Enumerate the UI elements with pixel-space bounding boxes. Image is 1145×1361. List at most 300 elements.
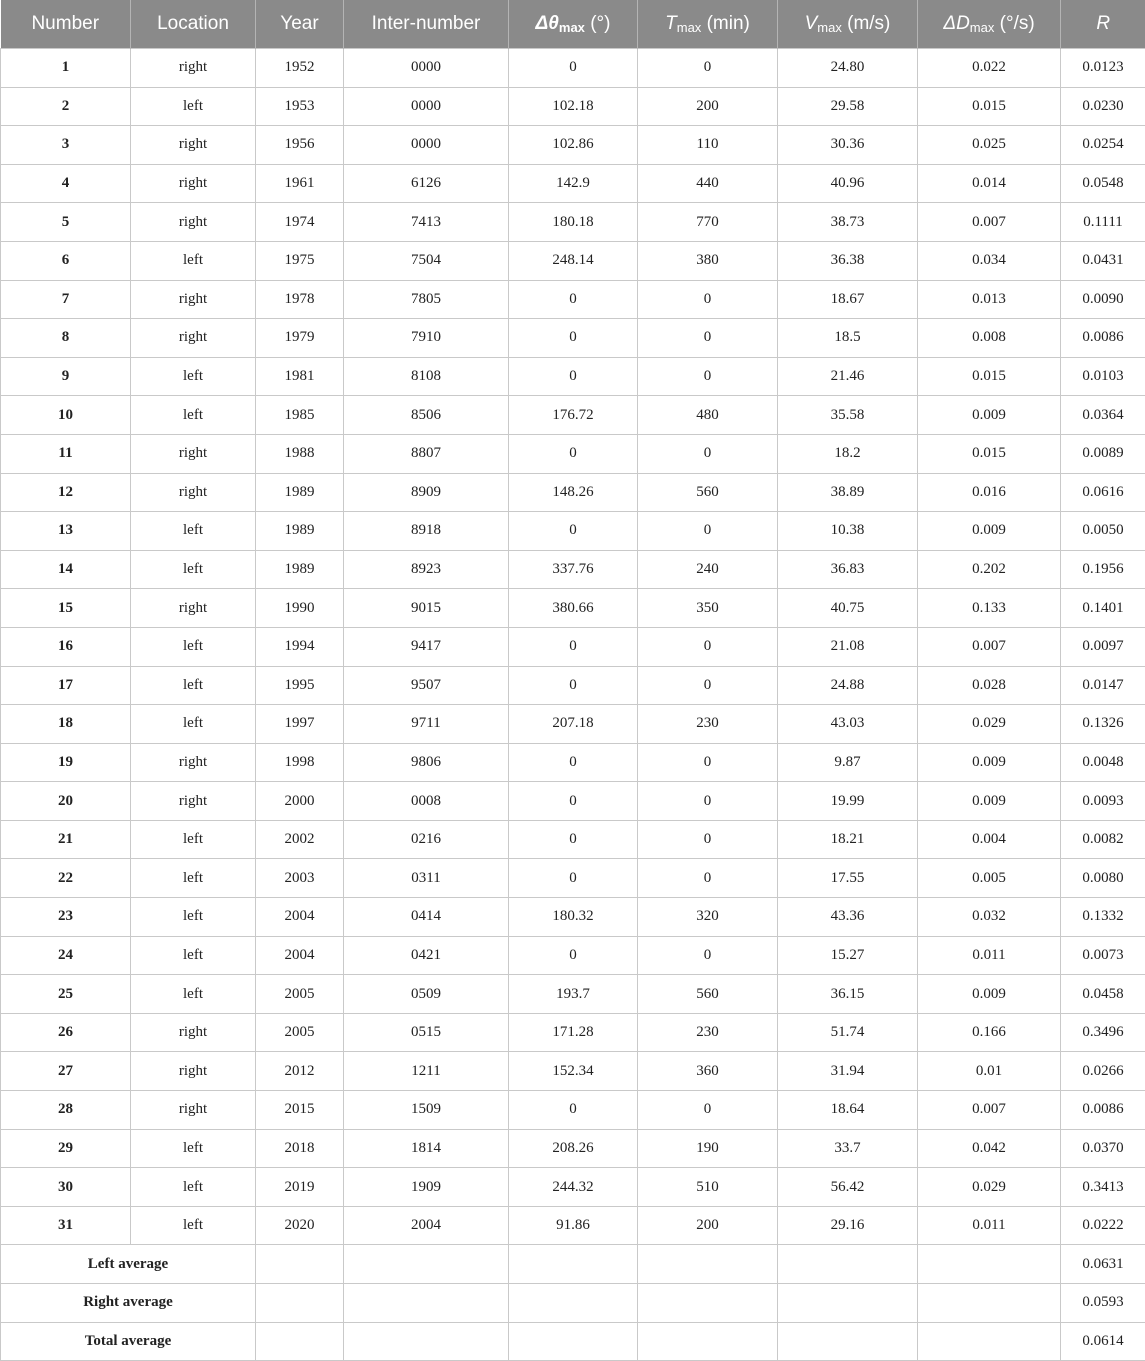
cell-delta-theta-max: 180.32	[509, 898, 638, 937]
cell-v-max: 43.36	[778, 898, 918, 937]
cell-r: 0.0050	[1061, 512, 1145, 551]
empty-cell	[509, 1322, 638, 1361]
cell-inter-number: 0008	[344, 782, 509, 821]
cell-v-max: 18.5	[778, 319, 918, 358]
cell-year: 2004	[256, 936, 344, 975]
cell-delta-theta-max: 193.7	[509, 975, 638, 1014]
cell-delta-d-max: 0.005	[918, 859, 1061, 898]
cell-delta-theta-max: 0	[509, 280, 638, 319]
cell-t-max: 560	[638, 975, 778, 1014]
table-row	[1, 1052, 1145, 1091]
cell-v-max: 18.2	[778, 434, 918, 473]
average-label: Right average	[1, 1284, 256, 1323]
cell-number: 6	[1, 241, 131, 280]
table-row	[1, 126, 1145, 165]
cell-location: left	[131, 705, 256, 744]
table-row	[1, 319, 1145, 358]
cell-inter-number: 7504	[344, 241, 509, 280]
cell-v-max: 15.27	[778, 936, 918, 975]
cell-inter-number: 8807	[344, 434, 509, 473]
cell-number: 29	[1, 1129, 131, 1168]
cell-number: 3	[1, 126, 131, 165]
cell-delta-d-max: 0.007	[918, 627, 1061, 666]
cell-delta-d-max: 0.015	[918, 87, 1061, 126]
cell-delta-theta-max: 102.86	[509, 126, 638, 165]
average-row	[1, 1284, 1145, 1323]
cell-number: 10	[1, 396, 131, 435]
header-inter-number: Inter-number	[344, 0, 509, 49]
cell-t-max: 0	[638, 820, 778, 859]
cell-t-max: 190	[638, 1129, 778, 1168]
cell-location: left	[131, 241, 256, 280]
cell-inter-number: 6126	[344, 164, 509, 203]
cell-v-max: 40.75	[778, 589, 918, 628]
cell-r: 0.0147	[1061, 666, 1145, 705]
empty-cell	[638, 1284, 778, 1323]
cell-v-max: 18.21	[778, 820, 918, 859]
cell-number: 28	[1, 1091, 131, 1130]
cell-v-max: 29.16	[778, 1206, 918, 1245]
header-v-max: $V_{max}$ (m/s)	[778, 0, 918, 49]
cell-location: right	[131, 49, 256, 88]
average-row	[1, 1245, 1145, 1284]
table-row	[1, 87, 1145, 126]
cell-v-max: 31.94	[778, 1052, 918, 1091]
cell-delta-theta-max: 0	[509, 820, 638, 859]
cell-v-max: 24.80	[778, 49, 918, 88]
cell-inter-number: 9806	[344, 743, 509, 782]
cell-delta-d-max: 0.022	[918, 49, 1061, 88]
cell-year: 2004	[256, 898, 344, 937]
cell-location: left	[131, 1206, 256, 1245]
cell-year: 2019	[256, 1168, 344, 1207]
cell-inter-number: 8506	[344, 396, 509, 435]
table-row	[1, 241, 1145, 280]
cell-location: left	[131, 550, 256, 589]
cell-inter-number: 0311	[344, 859, 509, 898]
cell-delta-theta-max: 0	[509, 859, 638, 898]
cell-delta-theta-max: 0	[509, 936, 638, 975]
cell-t-max: 0	[638, 512, 778, 551]
cell-year: 2020	[256, 1206, 344, 1245]
cell-t-max: 200	[638, 87, 778, 126]
cell-t-max: 0	[638, 319, 778, 358]
cell-t-max: 200	[638, 1206, 778, 1245]
cell-t-max: 320	[638, 898, 778, 937]
cell-delta-d-max: 0.009	[918, 782, 1061, 821]
cell-t-max: 240	[638, 550, 778, 589]
cell-delta-theta-max: 244.32	[509, 1168, 638, 1207]
cell-year: 2005	[256, 975, 344, 1014]
cell-v-max: 29.58	[778, 87, 918, 126]
table-body	[1, 49, 1145, 1361]
table-row	[1, 203, 1145, 242]
cell-year: 1990	[256, 589, 344, 628]
cell-number: 14	[1, 550, 131, 589]
cell-r: 0.0123	[1061, 49, 1145, 88]
cell-location: right	[131, 434, 256, 473]
cell-delta-theta-max: 208.26	[509, 1129, 638, 1168]
table-row	[1, 1091, 1145, 1130]
cell-r: 0.1401	[1061, 589, 1145, 628]
cell-number: 24	[1, 936, 131, 975]
cell-r: 0.1956	[1061, 550, 1145, 589]
cell-delta-theta-max: 380.66	[509, 589, 638, 628]
empty-cell	[256, 1322, 344, 1361]
cell-delta-d-max: 0.029	[918, 705, 1061, 744]
cell-t-max: 0	[638, 743, 778, 782]
cell-delta-d-max: 0.007	[918, 1091, 1061, 1130]
cell-year: 1989	[256, 473, 344, 512]
cell-year: 1956	[256, 126, 344, 165]
cell-inter-number: 9711	[344, 705, 509, 744]
table-row	[1, 820, 1145, 859]
cell-number: 22	[1, 859, 131, 898]
cell-r: 0.0103	[1061, 357, 1145, 396]
cell-delta-d-max: 0.009	[918, 512, 1061, 551]
cell-year: 1994	[256, 627, 344, 666]
cell-inter-number: 9417	[344, 627, 509, 666]
cell-delta-theta-max: 0	[509, 49, 638, 88]
empty-cell	[256, 1245, 344, 1284]
cell-location: right	[131, 164, 256, 203]
cell-location: left	[131, 87, 256, 126]
table-row	[1, 1206, 1145, 1245]
cell-t-max: 0	[638, 434, 778, 473]
cell-inter-number: 9015	[344, 589, 509, 628]
cell-number: 8	[1, 319, 131, 358]
cell-year: 2003	[256, 859, 344, 898]
cell-inter-number: 9507	[344, 666, 509, 705]
cell-year: 1988	[256, 434, 344, 473]
cell-location: right	[131, 473, 256, 512]
header-t-max: $T_{max}$ (min)	[638, 0, 778, 49]
cell-r: 0.0089	[1061, 434, 1145, 473]
cell-inter-number: 0000	[344, 126, 509, 165]
table-row	[1, 627, 1145, 666]
cell-r: 0.0431	[1061, 241, 1145, 280]
cell-inter-number: 1814	[344, 1129, 509, 1168]
cell-v-max: 33.7	[778, 1129, 918, 1168]
cell-t-max: 0	[638, 627, 778, 666]
cell-t-max: 510	[638, 1168, 778, 1207]
cell-delta-d-max: 0.01	[918, 1052, 1061, 1091]
cell-inter-number: 8923	[344, 550, 509, 589]
cell-year: 1997	[256, 705, 344, 744]
cell-delta-theta-max: 0	[509, 512, 638, 551]
cell-inter-number: 2004	[344, 1206, 509, 1245]
cell-number: 31	[1, 1206, 131, 1245]
cell-delta-theta-max: 0	[509, 782, 638, 821]
average-label: Total average	[1, 1322, 256, 1361]
cell-v-max: 9.87	[778, 743, 918, 782]
cell-r: 0.0254	[1061, 126, 1145, 165]
cell-number: 11	[1, 434, 131, 473]
cell-location: right	[131, 589, 256, 628]
cell-r: 0.0548	[1061, 164, 1145, 203]
cell-r: 0.1326	[1061, 705, 1145, 744]
empty-cell	[778, 1284, 918, 1323]
cell-year: 1989	[256, 512, 344, 551]
table-row	[1, 473, 1145, 512]
cell-v-max: 51.74	[778, 1013, 918, 1052]
average-label: Left average	[1, 1245, 256, 1284]
cell-v-max: 38.89	[778, 473, 918, 512]
cell-v-max: 36.38	[778, 241, 918, 280]
cell-delta-d-max: 0.009	[918, 396, 1061, 435]
cell-r: 0.0093	[1061, 782, 1145, 821]
cell-r: 0.0222	[1061, 1206, 1145, 1245]
cell-delta-d-max: 0.016	[918, 473, 1061, 512]
cell-delta-theta-max: 0	[509, 434, 638, 473]
cell-year: 1995	[256, 666, 344, 705]
average-value: 0.0614	[1061, 1322, 1145, 1361]
cell-delta-d-max: 0.008	[918, 319, 1061, 358]
empty-cell	[344, 1245, 509, 1284]
cell-delta-d-max: 0.034	[918, 241, 1061, 280]
cell-number: 16	[1, 627, 131, 666]
empty-cell	[778, 1322, 918, 1361]
cell-v-max: 21.46	[778, 357, 918, 396]
cell-number: 18	[1, 705, 131, 744]
cell-t-max: 360	[638, 1052, 778, 1091]
cell-number: 5	[1, 203, 131, 242]
cell-delta-theta-max: 0	[509, 666, 638, 705]
cell-delta-d-max: 0.015	[918, 357, 1061, 396]
cell-inter-number: 7413	[344, 203, 509, 242]
cell-location: left	[131, 666, 256, 705]
cell-year: 1979	[256, 319, 344, 358]
cell-r: 0.0458	[1061, 975, 1145, 1014]
cell-number: 12	[1, 473, 131, 512]
cell-location: left	[131, 936, 256, 975]
empty-cell	[918, 1322, 1061, 1361]
cell-v-max: 40.96	[778, 164, 918, 203]
table-row	[1, 550, 1145, 589]
empty-cell	[778, 1245, 918, 1284]
cell-v-max: 43.03	[778, 705, 918, 744]
cell-t-max: 0	[638, 936, 778, 975]
cell-location: left	[131, 1168, 256, 1207]
cell-location: left	[131, 898, 256, 937]
header-row	[1, 0, 1145, 49]
empty-cell	[918, 1284, 1061, 1323]
header-r: R	[1061, 0, 1145, 49]
average-value: 0.0631	[1061, 1245, 1145, 1284]
cell-r: 0.0097	[1061, 627, 1145, 666]
cell-t-max: 110	[638, 126, 778, 165]
cell-v-max: 10.38	[778, 512, 918, 551]
table-row	[1, 666, 1145, 705]
cell-inter-number: 0421	[344, 936, 509, 975]
header-year: Year	[256, 0, 344, 49]
cell-delta-theta-max: 207.18	[509, 705, 638, 744]
table-row	[1, 1168, 1145, 1207]
cell-delta-theta-max: 0	[509, 319, 638, 358]
cell-v-max: 21.08	[778, 627, 918, 666]
cell-v-max: 36.83	[778, 550, 918, 589]
cell-delta-theta-max: 0	[509, 1091, 638, 1130]
cell-v-max: 56.42	[778, 1168, 918, 1207]
cell-t-max: 230	[638, 1013, 778, 1052]
cell-delta-d-max: 0.028	[918, 666, 1061, 705]
cell-delta-d-max: 0.011	[918, 1206, 1061, 1245]
cell-t-max: 0	[638, 357, 778, 396]
cell-number: 19	[1, 743, 131, 782]
empty-cell	[509, 1284, 638, 1323]
cell-location: left	[131, 396, 256, 435]
cell-location: right	[131, 782, 256, 821]
cell-year: 1974	[256, 203, 344, 242]
cell-t-max: 0	[638, 49, 778, 88]
cell-v-max: 30.36	[778, 126, 918, 165]
cell-delta-theta-max: 0	[509, 627, 638, 666]
cell-year: 1985	[256, 396, 344, 435]
cell-inter-number: 8909	[344, 473, 509, 512]
cell-delta-theta-max: 0	[509, 743, 638, 782]
cell-inter-number: 1909	[344, 1168, 509, 1207]
cell-r: 0.0086	[1061, 319, 1145, 358]
empty-cell	[344, 1322, 509, 1361]
table-row	[1, 396, 1145, 435]
cell-t-max: 230	[638, 705, 778, 744]
header-delta-d-max: $\Delta D_{max}$ (°/s)	[918, 0, 1061, 49]
cell-location: right	[131, 1091, 256, 1130]
cell-inter-number: 1211	[344, 1052, 509, 1091]
cell-delta-theta-max: 176.72	[509, 396, 638, 435]
cell-r: 0.0073	[1061, 936, 1145, 975]
cell-delta-theta-max: 102.18	[509, 87, 638, 126]
cell-t-max: 0	[638, 280, 778, 319]
cell-year: 1961	[256, 164, 344, 203]
cell-r: 0.0266	[1061, 1052, 1145, 1091]
table-row	[1, 164, 1145, 203]
cell-r: 0.0616	[1061, 473, 1145, 512]
cell-inter-number: 1509	[344, 1091, 509, 1130]
cell-year: 1952	[256, 49, 344, 88]
cell-r: 0.0082	[1061, 820, 1145, 859]
cell-location: right	[131, 1052, 256, 1091]
cell-delta-theta-max: 171.28	[509, 1013, 638, 1052]
cell-number: 7	[1, 280, 131, 319]
cell-location: left	[131, 859, 256, 898]
table-row	[1, 705, 1145, 744]
cell-v-max: 19.99	[778, 782, 918, 821]
cell-inter-number: 7805	[344, 280, 509, 319]
cell-inter-number: 8918	[344, 512, 509, 551]
cell-r: 0.0230	[1061, 87, 1145, 126]
cell-year: 1998	[256, 743, 344, 782]
cell-r: 0.0086	[1061, 1091, 1145, 1130]
cell-t-max: 350	[638, 589, 778, 628]
table-row	[1, 49, 1145, 88]
cell-year: 1978	[256, 280, 344, 319]
cell-delta-d-max: 0.133	[918, 589, 1061, 628]
cell-inter-number: 0515	[344, 1013, 509, 1052]
cell-t-max: 0	[638, 666, 778, 705]
cell-delta-theta-max: 91.86	[509, 1206, 638, 1245]
cell-location: right	[131, 280, 256, 319]
cell-t-max: 480	[638, 396, 778, 435]
table-row	[1, 859, 1145, 898]
cell-v-max: 18.64	[778, 1091, 918, 1130]
cell-delta-theta-max: 0	[509, 357, 638, 396]
cell-year: 2012	[256, 1052, 344, 1091]
cell-v-max: 24.88	[778, 666, 918, 705]
empty-cell	[918, 1245, 1061, 1284]
header-number: Number	[1, 0, 131, 49]
cell-delta-d-max: 0.004	[918, 820, 1061, 859]
cell-number: 13	[1, 512, 131, 551]
table-row	[1, 357, 1145, 396]
cell-r: 0.1111	[1061, 203, 1145, 242]
header-location: Location	[131, 0, 256, 49]
cell-t-max: 380	[638, 241, 778, 280]
cell-t-max: 440	[638, 164, 778, 203]
cell-location: right	[131, 319, 256, 358]
cell-delta-d-max: 0.032	[918, 898, 1061, 937]
table-row	[1, 434, 1145, 473]
cell-number: 20	[1, 782, 131, 821]
cell-delta-d-max: 0.042	[918, 1129, 1061, 1168]
cell-inter-number: 8108	[344, 357, 509, 396]
cell-year: 2002	[256, 820, 344, 859]
cell-number: 9	[1, 357, 131, 396]
cell-location: left	[131, 975, 256, 1014]
average-value: 0.0593	[1061, 1284, 1145, 1323]
table-row	[1, 936, 1145, 975]
cell-v-max: 38.73	[778, 203, 918, 242]
table-row	[1, 512, 1145, 551]
cell-r: 0.0364	[1061, 396, 1145, 435]
empty-cell	[509, 1245, 638, 1284]
cell-delta-theta-max: 148.26	[509, 473, 638, 512]
cell-v-max: 17.55	[778, 859, 918, 898]
cell-r: 0.0090	[1061, 280, 1145, 319]
table-row	[1, 898, 1145, 937]
cell-inter-number: 0414	[344, 898, 509, 937]
cell-number: 26	[1, 1013, 131, 1052]
cell-delta-d-max: 0.009	[918, 743, 1061, 782]
cell-location: left	[131, 627, 256, 666]
average-row	[1, 1322, 1145, 1361]
table-row	[1, 280, 1145, 319]
cell-number: 1	[1, 49, 131, 88]
cell-delta-d-max: 0.025	[918, 126, 1061, 165]
cell-t-max: 0	[638, 1091, 778, 1130]
cell-v-max: 18.67	[778, 280, 918, 319]
cell-year: 1989	[256, 550, 344, 589]
cell-delta-d-max: 0.015	[918, 434, 1061, 473]
cell-location: right	[131, 1013, 256, 1052]
cell-location: left	[131, 357, 256, 396]
cell-location: left	[131, 820, 256, 859]
cell-r: 0.1332	[1061, 898, 1145, 937]
cell-year: 2015	[256, 1091, 344, 1130]
cell-delta-d-max: 0.166	[918, 1013, 1061, 1052]
cell-inter-number: 0000	[344, 49, 509, 88]
cell-inter-number: 7910	[344, 319, 509, 358]
table-row	[1, 743, 1145, 782]
cell-t-max: 0	[638, 782, 778, 821]
cell-year: 2018	[256, 1129, 344, 1168]
cell-delta-d-max: 0.009	[918, 975, 1061, 1014]
cell-delta-theta-max: 337.76	[509, 550, 638, 589]
cell-location: left	[131, 1129, 256, 1168]
empty-cell	[256, 1284, 344, 1323]
cell-number: 17	[1, 666, 131, 705]
table-row	[1, 1013, 1145, 1052]
